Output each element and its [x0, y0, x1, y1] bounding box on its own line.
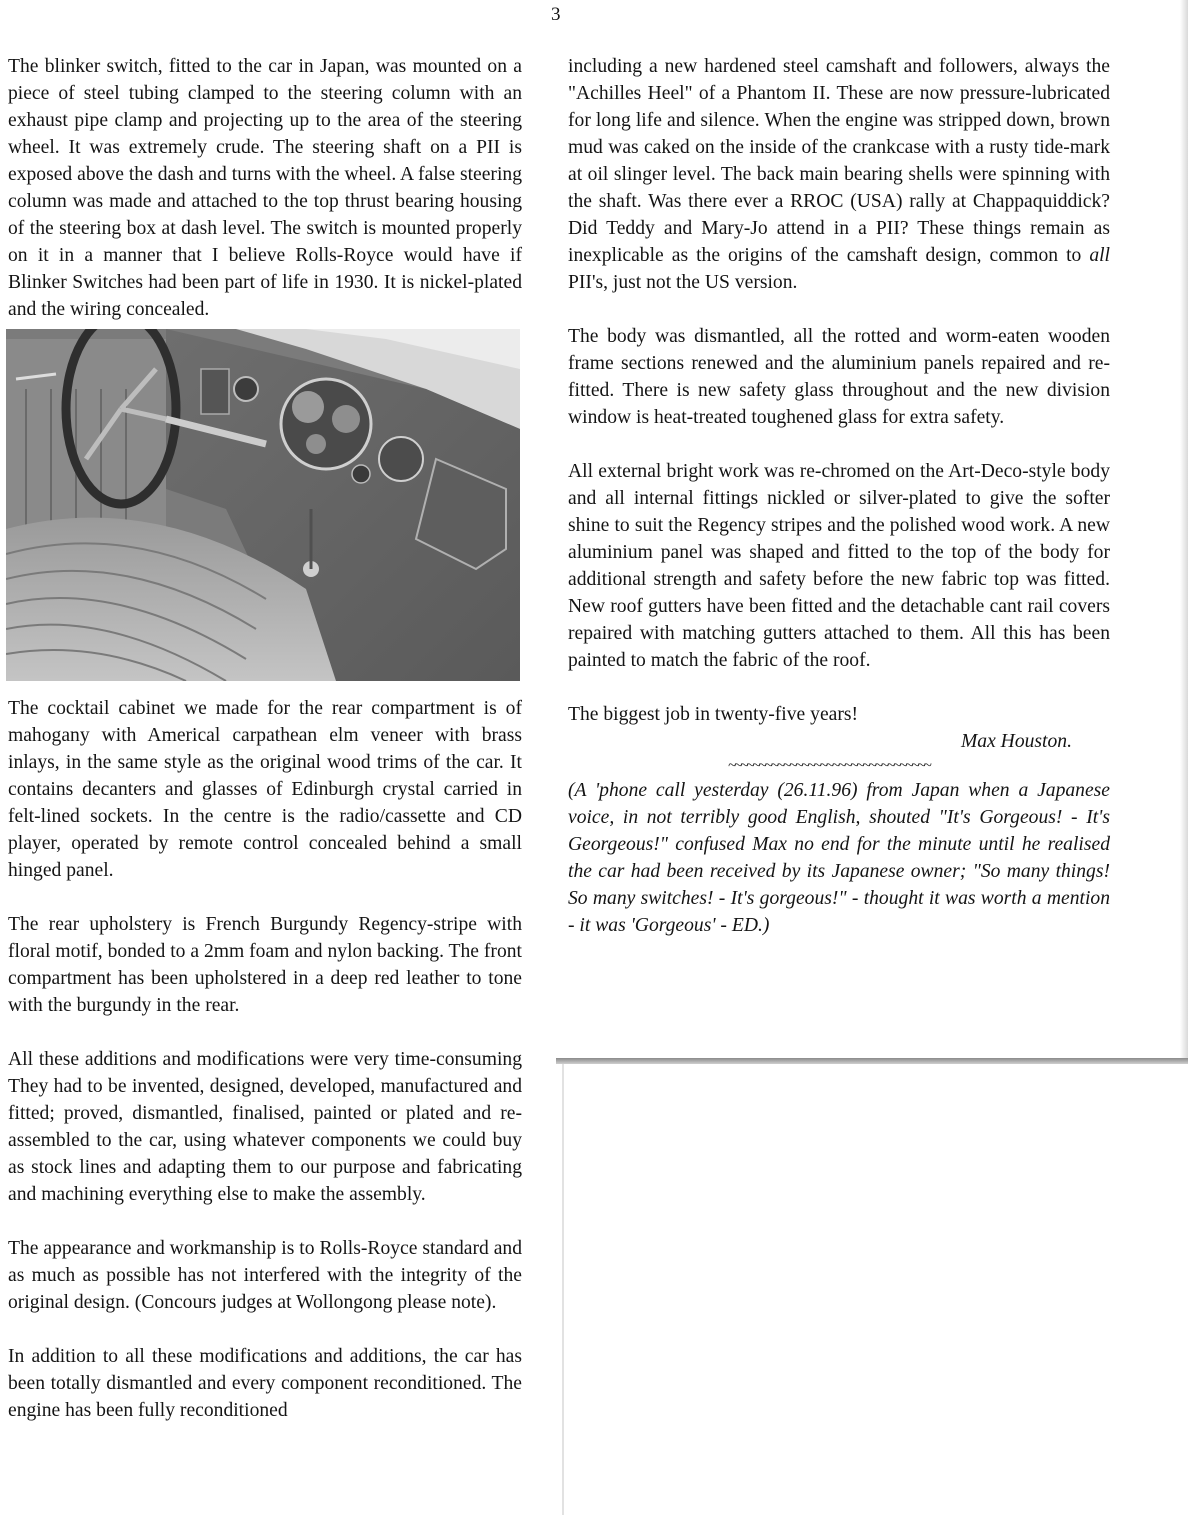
emphasis-all: all [1089, 245, 1110, 266]
paragraph-body-dismantled: The body was dismantled, all the rotted and worm-eaten wooden frame sections renewed and the aluminium panels repaired and re-fitted. There is new safety glass throughout and the new division window is heat-treated toughened glass for extra safety. [568, 326, 1110, 428]
paragraph-external-brightwork: All external bright work was re-chromed on the Art-Deco-style body and all internal fittings nickled or silver-plated to give the softer shine to suit the Regency stripes and the polished wood work. A new aluminium panel was shaped and fitted to the top of the body for additional strength and safety before the new fabric top was fitted. New roof gutters have been fitted and the detachable cant rail covers repaired with matching gutters attached to them. All this has been painted to match the fabric of the roof. [568, 461, 1110, 671]
paragraph-camshaft [568, 53, 1110, 296]
wavy-divider: ~~~~~~~~~~~~~~~~~~~~~~~~~~~~~~~~~ [728, 758, 930, 774]
page-number: 3 [551, 4, 561, 25]
paragraph-rear-upholstery: The rear upholstery is French Burgundy Regency-stripe with floral motif, bonded to a 2mm foam and nylon backing. The front compartment has been upholstered in a deep red leather to tone with the burgundy in the rear. [8, 914, 522, 1016]
box-bottom-rule [556, 1058, 1188, 1064]
secondary-gauge [379, 437, 423, 481]
closing-line: The biggest job in twenty-five years! [568, 704, 859, 725]
paragraph-total-dismantle: In addition to all these modifications and additions, the car has been totally dismantled and every component reconditioned. The engine has been fully reconditioned [8, 1346, 522, 1421]
left-column [8, 53, 522, 1451]
paragraph-cocktail-cabinet: The cocktail cabinet we made for the rear compartment is of mahogany with Americal carpathean elm veneer with brass inlays, in the same style as the original wood trims of the car. It contains decanters and glasses of Edinburgh crystal carried in felt-lined sockets. In the centre is the radio/cassette and CD player, operated by remote control concealed behind a small hinged panel. [8, 698, 522, 881]
paragraph-camshaft-text-end: PII's, just not the US version. [568, 272, 798, 293]
author-signature: Max Houston. [960, 731, 1072, 752]
car-interior-photo [6, 329, 520, 681]
right-column [568, 53, 1110, 939]
paragraph-blinker-switch: The blinker switch, fitted to the car in Japan, was mounted on a piece of steel tubing clamped to the steering column with an exhaust pipe clamp and projecting up to the area of the steering wheel. It was extremely crude. The steering shaft on a PII is exposed above the dash and turns with the wheel. A false steering column was made and attached to the top thrust bearing housing of the steering box at dash level. The switch is mounted properly on it in a manner that I believe Rolls-Royce would have if Blinker Switches had been part of life in 1930. It is nickel-plated and the wiring concealed. [8, 56, 522, 320]
editor-note: (A 'phone call yesterday (26.11.96) from Japan when a Japanese voice, in not terribly good English, shouted "It's Gorgeous! - It's Georgeous!" confused Max no end for the minute until he realised the car had been received by its Japanese owner; "So many things! So many switches! - It's gorgeous!" - thought it was worth a mention - it was 'Gorgeous' - ED.) [568, 780, 1110, 936]
page-edge-shadow [1180, 0, 1188, 1058]
paragraph-additions-modifications: All these additions and modifications were very time-consuming They had to be invented, designed, developed, manufactured and fitted; proved, dismantled, finalised, painted or plated and re-assembled to the car, using whatever components we could buy as stock lines and adapting them to our purpose and fabricating and machining everything else to make the assembly. [8, 1049, 522, 1205]
box-side-rule [562, 1064, 564, 1515]
car-interior-illustration [6, 329, 520, 681]
paragraph-appearance-workmanship: The appearance and workmanship is to Rolls-Royce standard and as much as possible has not interfered with the integrity of the original design. (Concours judges at Wollongong please note). [8, 1238, 522, 1313]
paragraph-camshaft-text-start: including a new hardened steel camshaft and followers, always the "Achilles Heel" of a Phantom II. These are now pressure-lubricated for long life and silence. When the engine was stripped down, brown mud was caked on the inside of the crankcase with a rusty tide-mark at oil slinger level. The back main bearing shells were spinning with the shaft. Was there ever a RROC (USA) rally at Chappaquiddick? Did Teddy and Mary-Jo attend in a PII? These things remain as inexplicable as the origins of the camshaft design, common to [568, 56, 1110, 266]
